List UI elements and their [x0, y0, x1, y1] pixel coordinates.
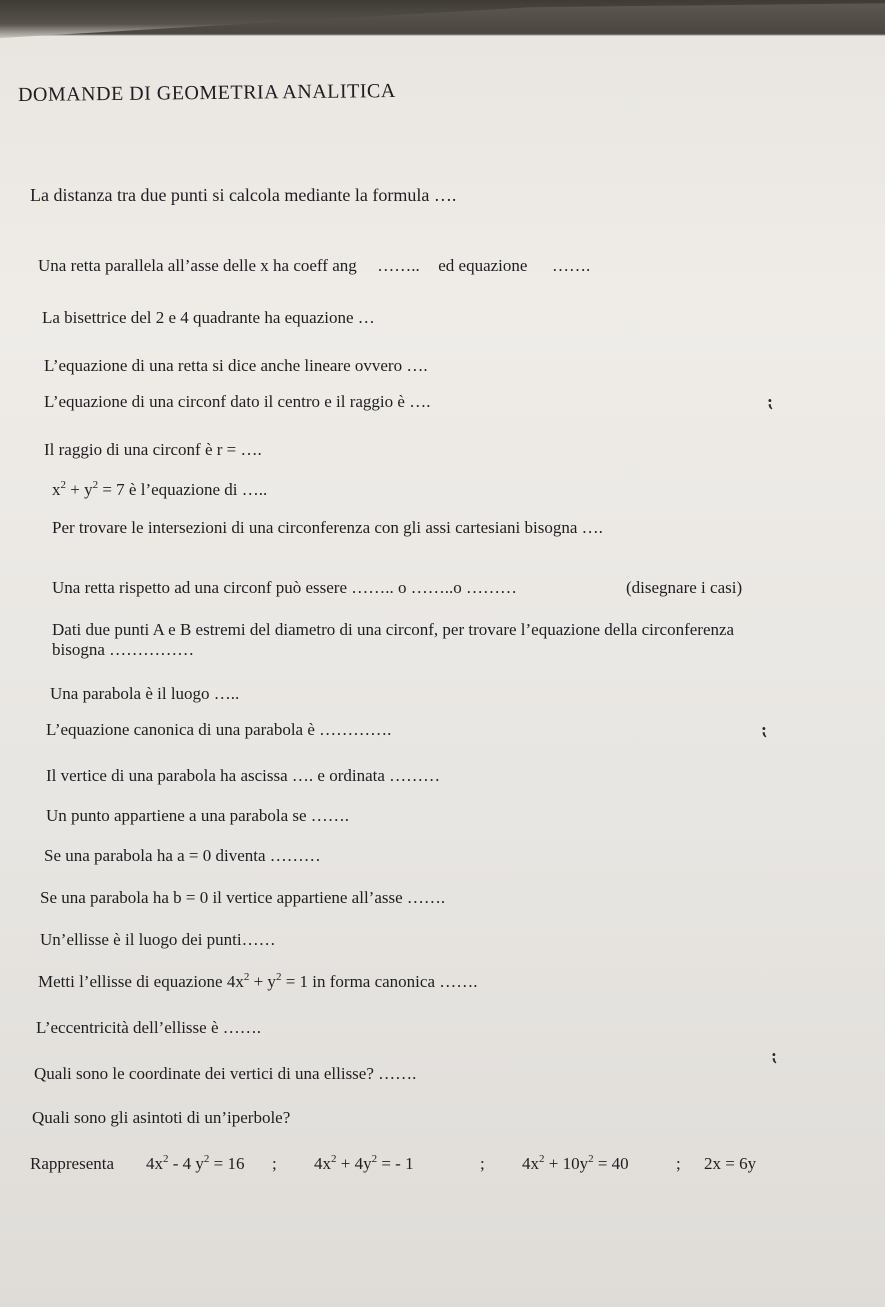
question-distance-formula: La distanza tra due punti si calcola mediante la formula …. [30, 185, 457, 205]
equation-empty-set [314, 1154, 414, 1174]
question-text: Una retta parallela all’asse delle x ha coeff ang [38, 256, 357, 275]
question-text: = 7 è l’equazione di ….. [98, 480, 268, 499]
question-circle-radius: Il raggio di una circonf è r = …. [44, 440, 262, 459]
separator: ; [272, 1154, 277, 1173]
math-term: = 16 [209, 1154, 245, 1173]
question-text: ed equazione [438, 256, 528, 275]
question-text: = 1 in forma canonica ……. [281, 972, 478, 991]
page-title: DOMANDE DI GEOMETRIA ANALITICA [17, 80, 396, 106]
math-term: + y [249, 972, 276, 991]
math-term: + 10y [544, 1154, 589, 1173]
binder-hole-mark: ⁏ [768, 394, 774, 411]
exponent: 2 [243, 971, 250, 983]
question-circle-intersections: Per trovare le intersezioni di una circonferenza con gli assi cartesiani bisogna …. [52, 518, 603, 537]
question-bisector: La bisettrice del 2 e 4 quadrante ha equazione … [42, 308, 375, 327]
question-ellipse-canonical [38, 972, 478, 992]
question-parabola-canonical: L’equazione canonica di una parabola è …………. [46, 720, 392, 739]
exponent: 2 [275, 971, 282, 983]
equation-ellipse [522, 1154, 629, 1174]
exponent: 2 [588, 1153, 594, 1165]
question-parabola-b-zero: Se una parabola ha b = 0 il vertice appartiene all’asse ……. [40, 888, 446, 907]
question-diameter-endpoints: Dati due punti A e B estremi del diametro di una circonf, per trovare l’equazione della circonferenza [52, 620, 735, 639]
math-term: x [52, 480, 61, 499]
question-line-circle-position: Una retta rispetto ad una circonf può essere …….. o ……..o ……… [52, 578, 518, 597]
question-represent-curves [30, 1154, 114, 1174]
exponent: 2 [539, 1153, 545, 1165]
question-hyperbola-asymptotes: Quali sono gli asintoti di un’iperbole? [32, 1108, 291, 1127]
question-parallel-line [38, 256, 590, 276]
equation-hyperbola [146, 1154, 245, 1174]
binder-hole-mark: ⁏ [762, 722, 768, 739]
question-linear-equation: L’equazione di una retta si dice anche lineare ovvero …. [44, 356, 428, 375]
question-point-on-parabola: Un punto appartiene a una parabola se ……. [46, 806, 350, 825]
answer-blank: ……. [551, 256, 591, 275]
equation-line: 2x = 6y [704, 1154, 757, 1173]
math-term: 4x [146, 1154, 163, 1173]
question-diameter-endpoints-cont: bisogna …………… [52, 640, 195, 659]
question-note: (disegnare i casi) [626, 578, 743, 597]
exponent: 2 [163, 1153, 169, 1165]
question-ellipse-locus: Un’ellisse è il luogo dei punti…… [40, 930, 276, 949]
separator: ; [480, 1154, 485, 1173]
math-term: 4x [522, 1154, 539, 1173]
math-term: + 4y [336, 1154, 372, 1173]
math-term: = - 1 [377, 1154, 414, 1173]
question-text: Metti l’ellisse di equazione 4x [38, 972, 244, 991]
question-ellipse-eccentricity: L’eccentricità dell’ellisse è ……. [36, 1018, 262, 1037]
question-circle-identify [52, 480, 267, 500]
math-term: 4x [314, 1154, 331, 1173]
exponent: 2 [60, 479, 66, 491]
separator: ; [676, 1154, 681, 1173]
question-parabola-vertex: Il vertice di una parabola ha ascissa …. e ordinata ……… [46, 766, 441, 785]
paper-top-edge [0, 0, 885, 40]
question-label: Rappresenta [30, 1154, 115, 1173]
exponent: 2 [331, 1153, 337, 1165]
question-circle-equation: L’equazione di una circonf dato il centro e il raggio è …. [44, 392, 431, 411]
math-term: = 40 [593, 1154, 629, 1173]
exponent: 2 [203, 1153, 210, 1165]
question-ellipse-vertices: Quali sono le coordinate dei vertici di una ellisse? ……. [34, 1064, 417, 1083]
math-term: - 4 y [168, 1154, 204, 1173]
question-parabola-a-zero: Se una parabola ha a = 0 diventa ……… [44, 846, 321, 865]
exponent: 2 [371, 1153, 378, 1165]
math-term: + y [66, 480, 93, 499]
question-parabola-locus: Una parabola è il luogo ….. [50, 684, 240, 703]
answer-blank: …….. [377, 256, 420, 275]
binder-hole-mark: ⁏ [772, 1048, 778, 1065]
exponent: 2 [92, 479, 99, 491]
